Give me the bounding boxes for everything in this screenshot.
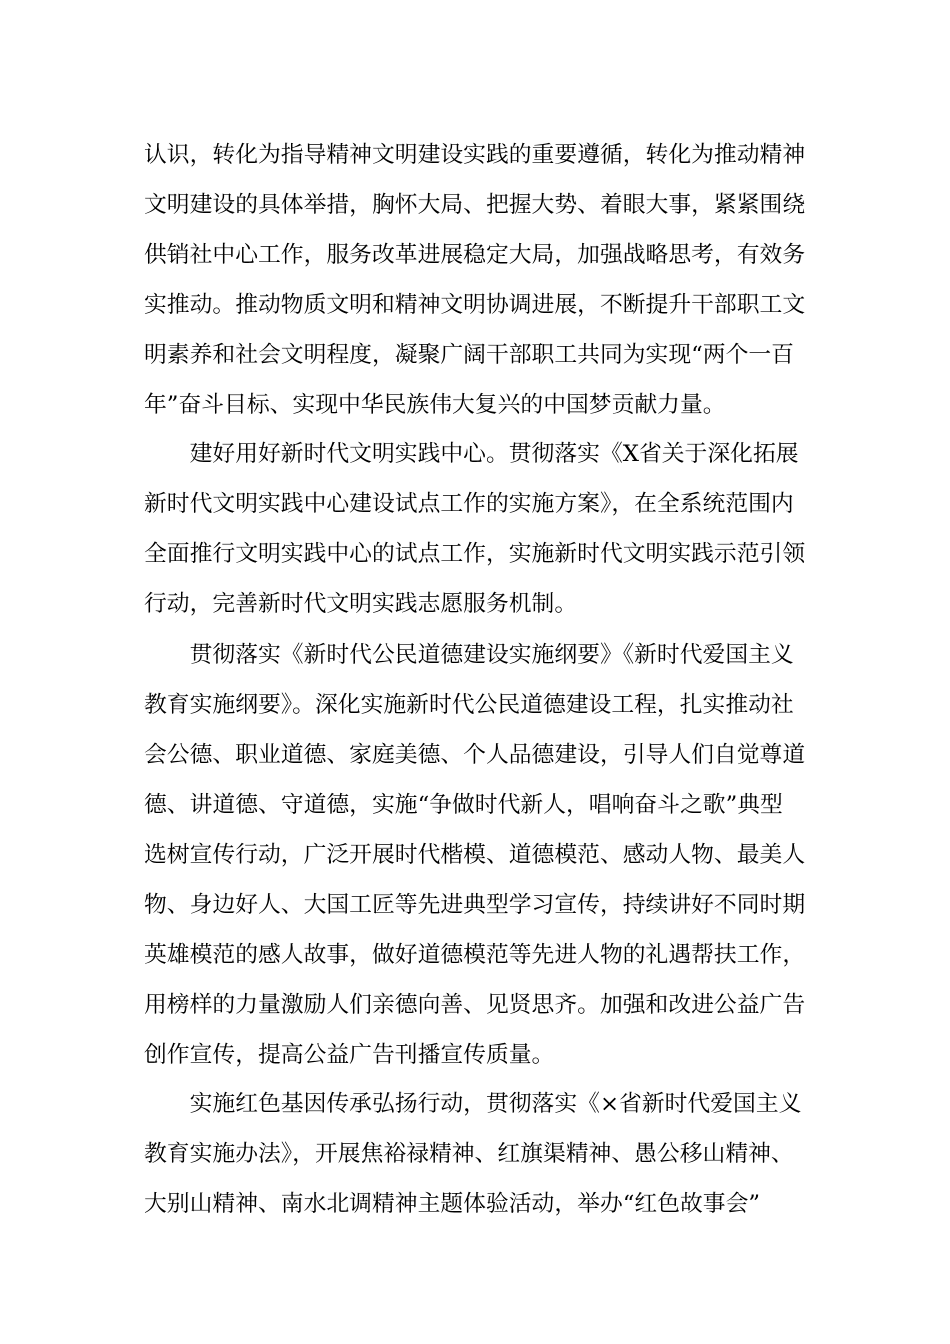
- text-line: 用榜样的力量激励人们亲德向善、见贤思齐。加强和改进公益广告: [144, 992, 806, 1018]
- text-line: 选树宣传行动，广泛开展时代楷模、道德模范、感动人物、最美人: [144, 842, 806, 868]
- paragraph-3: [144, 642, 809, 1092]
- text-line: 教育实施纲要》。深化实施新时代公民道德建设工程，扎实推动社: [144, 692, 794, 718]
- paragraph-4: [144, 1091, 809, 1241]
- text-line: 教育实施办法》，开展焦裕禄精神、红旗渠精神、愚公移山精神、: [144, 1141, 794, 1167]
- text-line: 大别山精神、南水北调精神主题体验活动，举办“红色故事会”: [144, 1191, 761, 1217]
- text-line: 德、讲道德、守道德，实施“争做时代新人，唱响奋斗之歌”典型: [144, 792, 783, 818]
- text-line: 供销社中心工作，服务改革进展稳定大局，加强战略思考，有效务: [144, 242, 806, 268]
- text-line: 贯彻落实《新时代公民道德建设实施纲要》《新时代爱国主义: [144, 642, 794, 668]
- text-line: 实施红色基因传承弘扬行动，贯彻落实《×省新时代爱国主义: [144, 1091, 802, 1117]
- text-line: 实推动。推动物质文明和精神文明协调进展，不断提升干部职工文: [144, 292, 806, 318]
- text-line: 会公德、职业道德、家庭美德、个人品德建设，引导人们自觉尊道: [144, 742, 806, 768]
- text-line: 认识，转化为指导精神文明建设实践的重要遵循，转化为推动精神: [144, 142, 806, 168]
- text-line: 年”奋斗目标、实现中华民族伟大复兴的中国梦贡献力量。: [144, 392, 726, 418]
- text-line: 行动，完善新时代文明实践志愿服务机制。: [144, 591, 578, 617]
- text-line: 明素养和社会文明程度，凝聚广阔干部职工共同为实现“两个一百: [144, 342, 794, 368]
- paragraph-2: [144, 441, 809, 641]
- text-line: 英雄模范的感人故事，做好道德模范等先进人物的礼遇帮扶工作，: [144, 942, 806, 968]
- text-line: 全面推行文明实践中心的试点工作，实施新时代文明实践示范引领: [144, 541, 806, 567]
- paragraph-1: [144, 142, 809, 442]
- text-line: 文明建设的具体举措，胸怀大局、把握大势、着眼大事，紧紧围绕: [144, 192, 806, 218]
- text-line: 建好用好新时代文明实践中心。贯彻落实《X省关于深化拓展: [144, 441, 799, 467]
- text-line: 新时代文明实践中心建设试点工作的实施方案》，在全系统范围内: [144, 491, 794, 517]
- text-line: 创作宣传，提高公益广告刊播宣传质量。: [144, 1042, 555, 1068]
- text-line: 物、身边好人、大国工匠等先进典型学习宣传，持续讲好不同时期: [144, 892, 806, 918]
